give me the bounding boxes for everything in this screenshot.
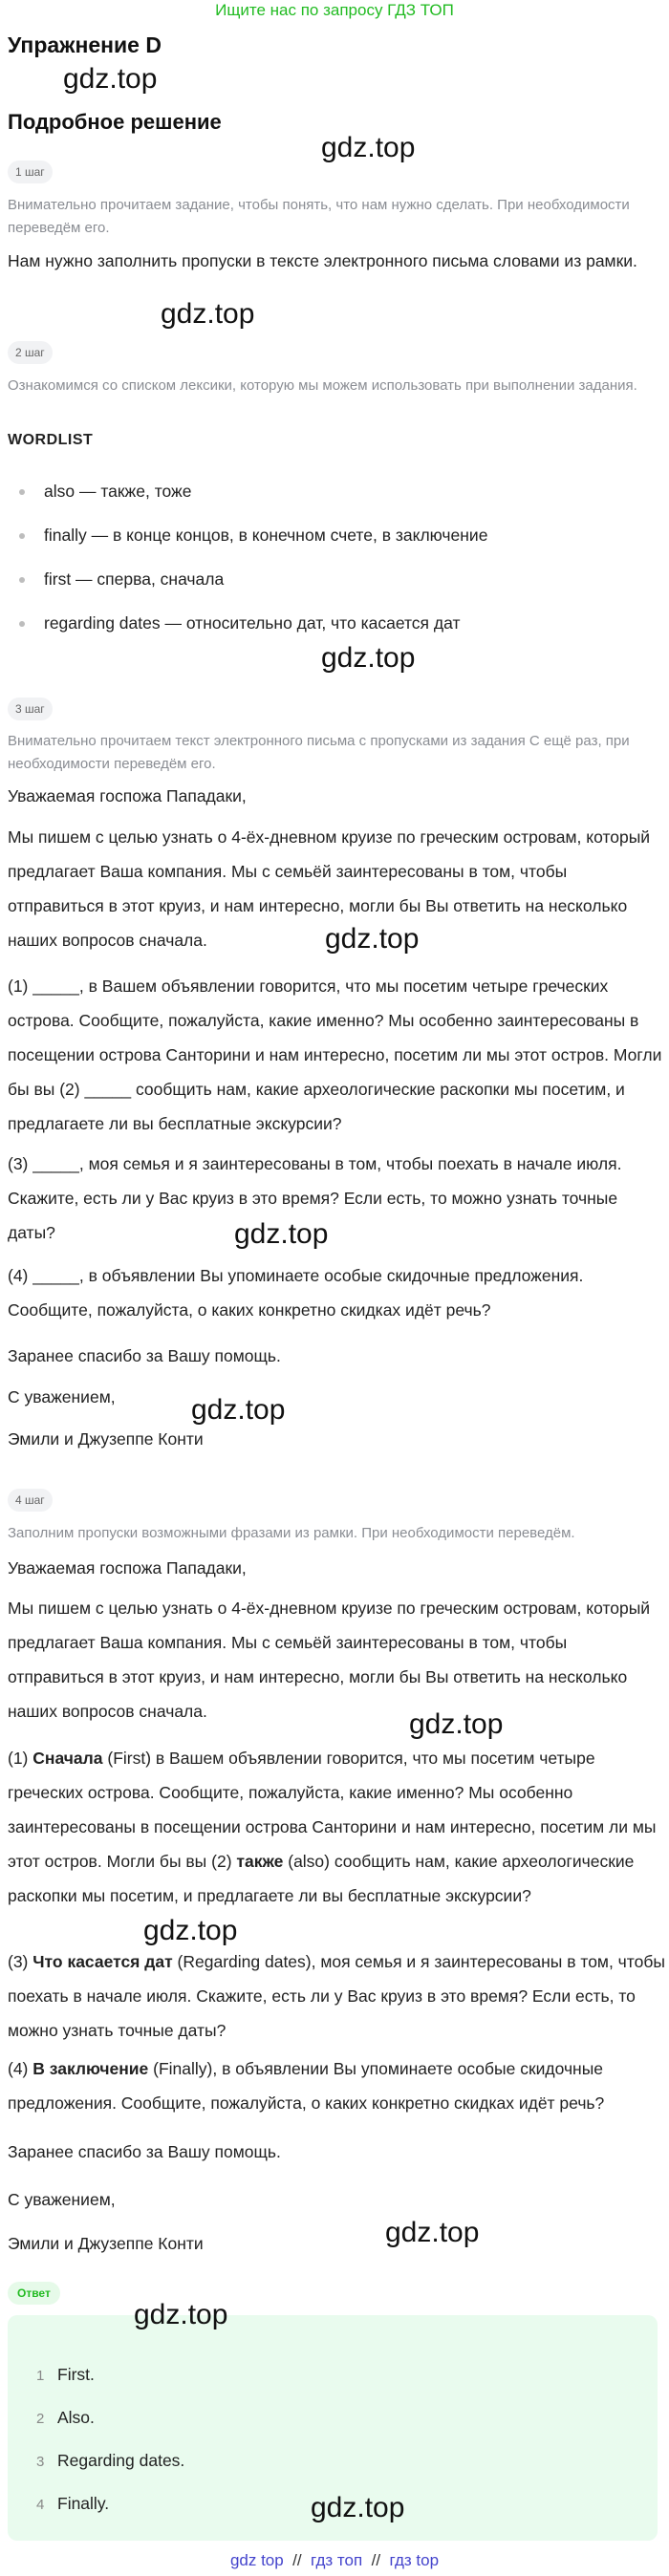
letter-regards: С уважением, [8, 1387, 116, 1406]
footer-separator: // [283, 2551, 312, 2569]
letter-paragraph-2: (1) Сначала (First) в Вашем объявлении говорится, что мы посетим четыре греческих острова. Сообщите, пожалуйста, какие именно? Мы особенно заинтересованы в посещении острова Санторини и нам интересно, посетим ли мы этот остров. Могли бы вы (2) также (also) сообщить нам, какие археологические раскопки мы посетим, и предлагаете ли вы бесплатные экскурсии? [8, 1749, 657, 1905]
watermark: gdz.top [191, 1394, 286, 1426]
answer-item: 4 Finally. [36, 2494, 110, 2513]
step-1-text: Нам нужно заполнить пропуски в тексте электронного письма словами из рамки. [8, 251, 637, 270]
answer-highlight: также [236, 1852, 284, 1871]
letter-greeting: Уважаемая госпожа Пападаки, [8, 786, 247, 805]
bullet-icon [19, 577, 25, 583]
footer-separator: // [362, 2551, 390, 2569]
letter-signature: Эмили и Джузеппе Конти [8, 1429, 204, 1449]
solution-heading: Подробное решение [8, 110, 222, 134]
watermark: gdz.top [325, 923, 420, 955]
watermark: gdz.top [134, 2299, 228, 2330]
step-badge-3: 3 шаг [8, 698, 53, 720]
letter-paragraph-3: (3) Что касается дат (Regarding dates), моя семья и я заинтересованы в том, чтобы поехать в начале июля. Скажите, есть ли у Вас круиз в это время? Если есть, то можно узнать точные даты? [8, 1952, 665, 2040]
watermark: gdz.top [143, 1915, 238, 1946]
bullet-icon [19, 533, 25, 539]
letter-thanks: Заранее спасибо за Вашу помощь. [8, 1346, 281, 1365]
step-badge-2: 2 шаг [8, 341, 53, 364]
watermark: gdz.top [63, 63, 158, 95]
watermark: gdz.top [311, 2492, 405, 2523]
answer-item: 1 First. [36, 2365, 95, 2384]
exercise-title: Упражнение D [8, 32, 162, 57]
letter-paragraph-4: (4) _____, в объявлении Вы упоминаете особые скидочные предложения. Сообщите, пожалуйста, о каких конкретно скидках идёт речь? [8, 1266, 584, 1320]
letter-paragraph-4: (4) В заключение (Finally), в объявлении Вы упоминаете особые скидочные предложения. Сообщите, пожалуйста, о каких конкретно скидках идёт речь? [8, 2059, 605, 2113]
answer-badge: Ответ [8, 2282, 60, 2305]
answer-highlight: Что касается дат [32, 1952, 173, 1971]
wordlist-item: regarding dates — относительно дат, что касается дат [19, 612, 460, 634]
watermark: gdz.top [321, 642, 416, 674]
watermark: gdz.top [385, 2217, 480, 2248]
answer-highlight: В заключение [32, 2059, 149, 2078]
wordlist-item: first — сперва, сначала [19, 568, 224, 590]
answer-item: 3 Regarding dates. [36, 2451, 185, 2470]
footer-link-gdz-top-mix[interactable]: гдз top [389, 2551, 440, 2569]
letter-paragraph-3: (3) _____, моя семья и я заинтересованы в том, чтобы поехать в начале июля. Скажите, есть ли у Вас круиз в это время? Если есть, то можно узнать точные даты? [8, 1154, 622, 1242]
bullet-icon [19, 621, 25, 627]
step-2-description: Ознакомимся со списком лексики, которую мы можем использовать при выполнении задания. [8, 377, 637, 394]
watermark: gdz.top [234, 1218, 329, 1250]
letter-regards: С уважением, [8, 2190, 116, 2209]
footer-link-gdz-top-ru[interactable]: гдз топ [311, 2551, 363, 2569]
letter-paragraph-2: (1) _____, в Вашем объявлении говорится, что мы посетим четыре греческих острова. Сообщите, пожалуйста, какие именно? Мы особенно заинтересованы в посещении острова Санторини и нам интересно, посетим ли мы этот остров. Могли бы вы (2) _____ сообщить нам, какие археологические раскопки мы посетим, и предлагаете ли вы бесплатные экскурсии? [8, 977, 662, 1133]
footer-links [0, 2551, 669, 2570]
bullet-icon [19, 489, 25, 495]
step-3-description: Внимательно прочитаем текст электронного письма с пропусками из задания C ещё раз, при необходимости переведём его. [8, 733, 630, 772]
watermark: gdz.top [321, 132, 416, 163]
answer-item: 2 Also. [36, 2408, 95, 2427]
letter-paragraph-1: Мы пишем с целью узнать о 4-ёх-дневном круизе по греческим островам, который предлагает Ваша компания. Мы с семьёй заинтересованы в том, чтобы отправиться в этот круиз, и нам интересно, могли бы Вы ответить на несколько наших вопросов сначала. [8, 1599, 651, 1721]
step-1-description: Внимательно прочитаем задание, чтобы понять, что нам нужно сделать. При необходимости переведём его. [8, 197, 630, 236]
wordlist-item: finally — в конце концов, в конечном счете, в заключение [19, 524, 487, 547]
watermark: gdz.top [161, 298, 255, 330]
step-badge-1: 1 шаг [8, 161, 53, 183]
footer-link-gdz-top[interactable]: gdz top [229, 2551, 284, 2569]
letter-paragraph-1: Мы пишем с целью узнать о 4-ёх-дневном круизе по греческим островам, который предлагает Ваша компания. Мы с семьёй заинтересованы в том, чтобы отправиться в этот круиз, и нам интересно, могли бы Вы ответить на несколько наших вопросов сначала. [8, 827, 651, 950]
answer-highlight: Сначала [32, 1749, 103, 1768]
letter-thanks: Заранее спасибо за Вашу помощь. [8, 2142, 281, 2161]
wordlist-heading: WORDLIST [8, 432, 94, 448]
watermark: gdz.top [409, 1708, 504, 1740]
step-badge-4: 4 шаг [8, 1489, 53, 1512]
wordlist-item: also — также, тоже [19, 480, 192, 503]
letter-signature: Эмили и Джузеппе Конти [8, 2234, 204, 2253]
step-4-description: Заполним пропуски возможными фразами из рамки. При необходимости переведём. [8, 1525, 575, 1541]
search-banner[interactable]: Ищите нас по запросу ГДЗ ТОП [215, 1, 454, 19]
letter-greeting: Уважаемая госпожа Пападаки, [8, 1558, 247, 1578]
